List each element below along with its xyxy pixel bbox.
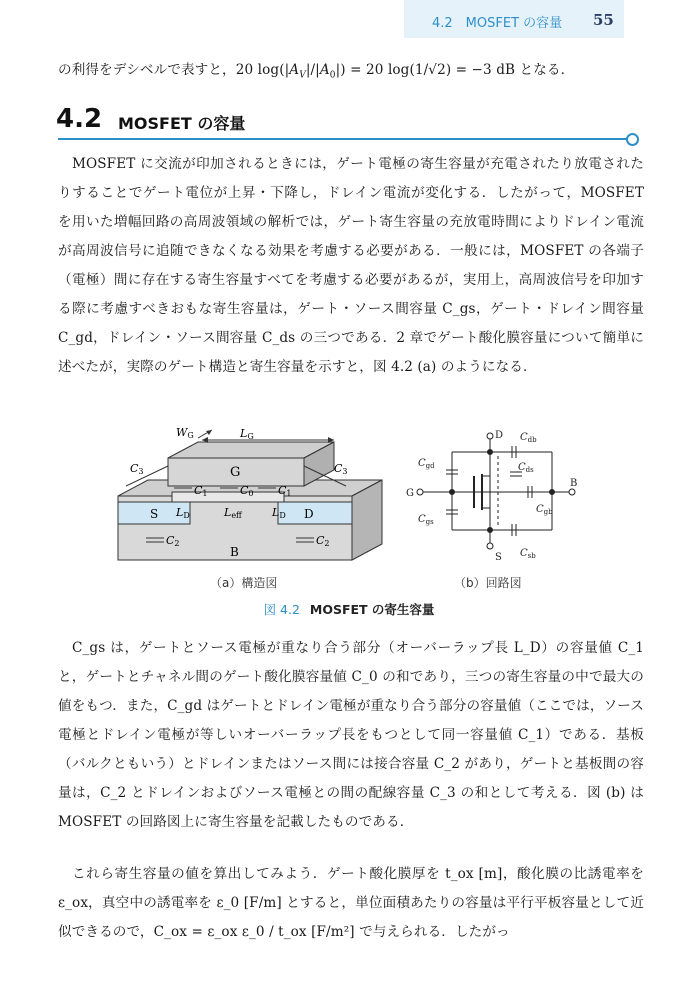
label-source: S [150, 507, 159, 521]
subcaption-b: （b）回路図 [454, 576, 522, 590]
top-line: の利得をデシベルで表すと，20 $\log(|A_V|/|A_0|) = 20$ log(1/√2) = −3 dB となる． [58, 62, 575, 81]
paragraph-2: C_gs は，ゲートとソース電極が重なり合う部分（オーバーラップ長 L_D）の容量値 C_1 と，ゲートとチャネル間のゲート酸化膜容量値 C_0 の和であり，三つの寄生容量の中で最大の値をもつ．また，C_gd はゲートとドレイン電極が重なり合う部分の容量値（ここでは，ソース電極とドレイン電極が等しいオーバーラップ長をもつとして同一容量値 C_1）である．基板（バルクともいう）とドレインまたはソース間には接合容量 C_2 があり，ゲートと基板間の容量は，C_2 とドレインおよびソース電極との間の配線容量 C_3 の和として考える．図 (b) は MOSFET の回路図上に寄生容量を記載したものである． [58, 640, 644, 830]
section-heading [56, 104, 638, 144]
section-title: MOSFET の容量 [118, 114, 246, 133]
drain-region [278, 502, 352, 524]
paragraph-1: MOSFET に交流が印加されるときには，ゲート電極の寄生容量が充電されたり放電されたりすることでゲート電位が上昇・下降し，ドレイン電流が変化する．したがって，MOSFET を用いた増幅回路の高周波領域の解析では，ゲート寄生容量の充放電時間によりドレイン電流が高周波信号に追随できなくなる効果を考慮する必要がある．一般には，MOSFET の各端子（電極）間に存在する寄生容量すべてを考慮する必要があるが，実用上，高周波信号を印加する際に考慮すべきおもな寄生容量は，ゲート・ソース間容量 C_gs，ゲート・ドレイン間容量 C_gd，ドレイン・ソース間容量 C_ds の三つである．2 章でゲート酸化膜容量について簡単に述べたが，実際のゲート構造と寄生容量を示すと，図 4.2 (a) のようになる． [58, 156, 644, 375]
label-c2-left: C2 [166, 534, 180, 548]
circuit-label-g: G [406, 488, 414, 499]
label-gate: G [230, 465, 241, 480]
structure-diagram [118, 426, 382, 560]
label-wg: WG [176, 426, 194, 440]
label-c3-left: C3 [130, 462, 144, 476]
figure-4-2 [112, 426, 582, 626]
figure-caption-number: 図 4.2 [263, 602, 300, 617]
page-number: 55 [593, 11, 614, 29]
label-leff: Leff [224, 506, 242, 520]
svg-text:Cdb: $C_{db}$ [520, 432, 537, 444]
section-rule [58, 138, 628, 140]
label-lg: LG [240, 427, 254, 441]
figure-diagrams [112, 426, 582, 596]
label-ld-right: LD [272, 506, 286, 520]
svg-text:Csb: $C_{sb}$ [520, 548, 536, 560]
svg-text:Cgb: $C_{gb}$ [536, 504, 553, 516]
figure-caption [0, 600, 698, 618]
svg-text:Cgs: $C_{gs}$ [418, 514, 434, 526]
circuit-label-b: B [570, 478, 578, 489]
paragraph-3: これら寄生容量の値を算出してみよう．ゲート酸化膜厚を t_ox [m]，酸化膜の比誘電率を ε_ox，真空中の誘電率を ε_0 [F/m] とすると，単位面積あたりの容量は平行平板容量として近似できるので，C_ox = ε_ox ε_0 / t_ox [F/m²] で与えられる．したがっ [58, 866, 644, 940]
figure-caption-title: MOSFET の寄生容量 [309, 602, 435, 617]
label-ld-left: LD [176, 506, 190, 520]
label-c1-right: C1 [278, 484, 292, 498]
section-rule-dot [626, 133, 639, 146]
circuit-label-d: D [495, 430, 504, 441]
label-drain: D [304, 507, 314, 521]
circuit-diagram [417, 433, 578, 549]
label-bulk: B [230, 545, 239, 559]
circuit-label-s: S [495, 552, 502, 563]
label-c2-right: C2 [316, 534, 330, 548]
header-section-label: 4.2 MOSFET の容量 [432, 16, 563, 31]
label-c0: C0 [240, 484, 254, 498]
label-c1-left: C1 [194, 484, 208, 498]
svg-text:Cds: $C_{ds}$ [518, 462, 534, 474]
label-c3-right: C3 [334, 462, 348, 476]
subcaption-a: （a）構造図 [210, 576, 278, 590]
page-header [0, 0, 698, 48]
svg-text:Cgd: $C_{gd}$ [418, 458, 435, 470]
section-number: 4.2 [56, 104, 103, 134]
